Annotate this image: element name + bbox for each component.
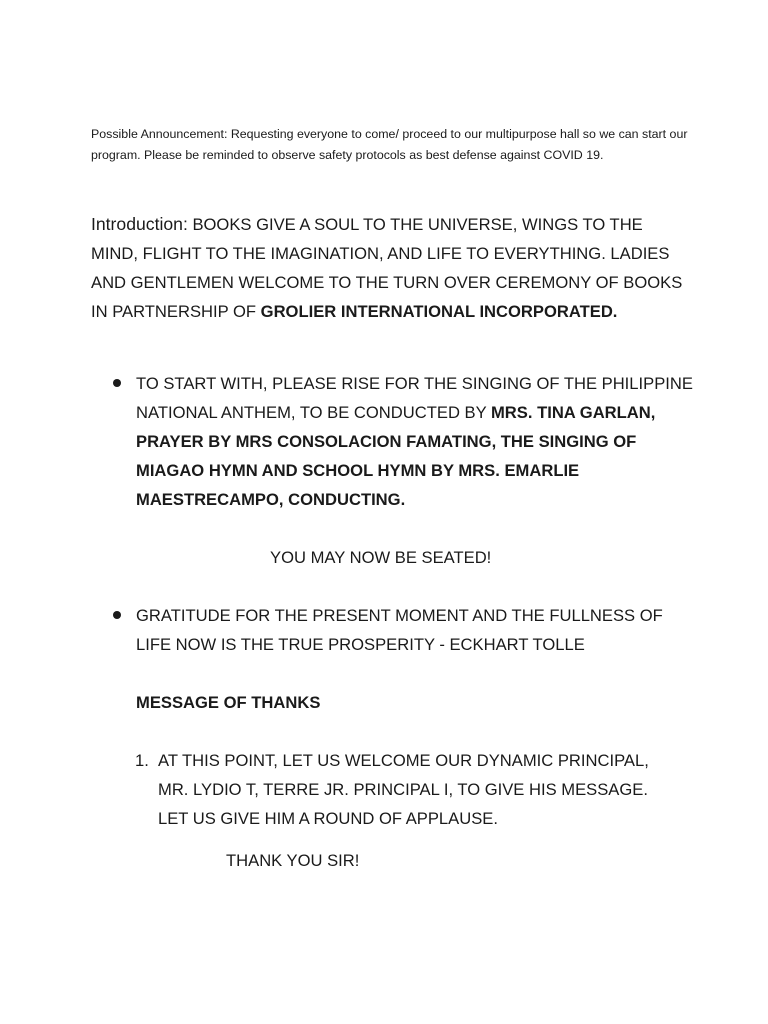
- bullet-item-anthem-bold: MRS. TINA GARLAN, PRAYER BY MRS CONSOLACION FAMATING, THE SINGING OF MIAGAO HYMN AND SCHOOL HYMN BY MRS. EMARLIE MAESTRECAMPO, CONDUCTING.: [136, 403, 656, 509]
- numbered-item-text: AT THIS POINT, LET US WELCOME OUR DYNAMIC PRINCIPAL, MR. LYDIO T, TERRE JR. PRINCIPAL I, TO GIVE HIS MESSAGE. LET US GIVE HIM A ROUND OF APPLAUSE.: [158, 751, 649, 828]
- bullet-item-anthem: [136, 369, 696, 514]
- bullet-item-quote: [136, 601, 696, 659]
- introduction-bold-text: GROLIER INTERNATIONAL INCORPORATED.: [260, 302, 618, 321]
- introduction-text: BOOKS GIVE A SOUL TO THE UNIVERSE, WINGS TO THE MIND, FLIGHT TO THE IMAGINATION, AND LIFE TO EVERYTHING. LADIES AND GENTLEMEN WELCOME TO THE TURN OVER CEREMONY OF BOOKS IN PARTNERSHIP OF: [91, 215, 683, 321]
- numbered-item-marker: 1.: [135, 751, 149, 770]
- introduction-label: Introduction:: [91, 214, 188, 234]
- announcement-paragraph: [91, 124, 691, 166]
- introduction-paragraph: [91, 210, 691, 326]
- message-of-thanks-heading: MESSAGE OF THANKS: [136, 693, 321, 712]
- bullet-item-quote-text: GRATITUDE FOR THE PRESENT MOMENT AND THE FULLNESS OF LIFE NOW IS THE TRUE PROSPERITY - ECKHART TOLLE: [136, 606, 663, 654]
- announcement-text: Possible Announcement: Requesting everyone to come/ proceed to our multipurpose hall so we can start our program. Please be reminded to observe safety protocols as best defense against COVID 19.: [91, 127, 688, 162]
- bullet-item-anthem-text: TO START WITH, PLEASE RISE FOR THE SINGING OF THE PHILIPPINE NATIONAL ANTHEM, TO BE CONDUCTED BY: [136, 374, 693, 422]
- seated-line: YOU MAY NOW BE SEATED!: [270, 548, 492, 567]
- bullet-icon: [113, 379, 121, 387]
- bullet-icon: [113, 611, 121, 619]
- thank-you-line: THANK YOU SIR!: [226, 851, 360, 870]
